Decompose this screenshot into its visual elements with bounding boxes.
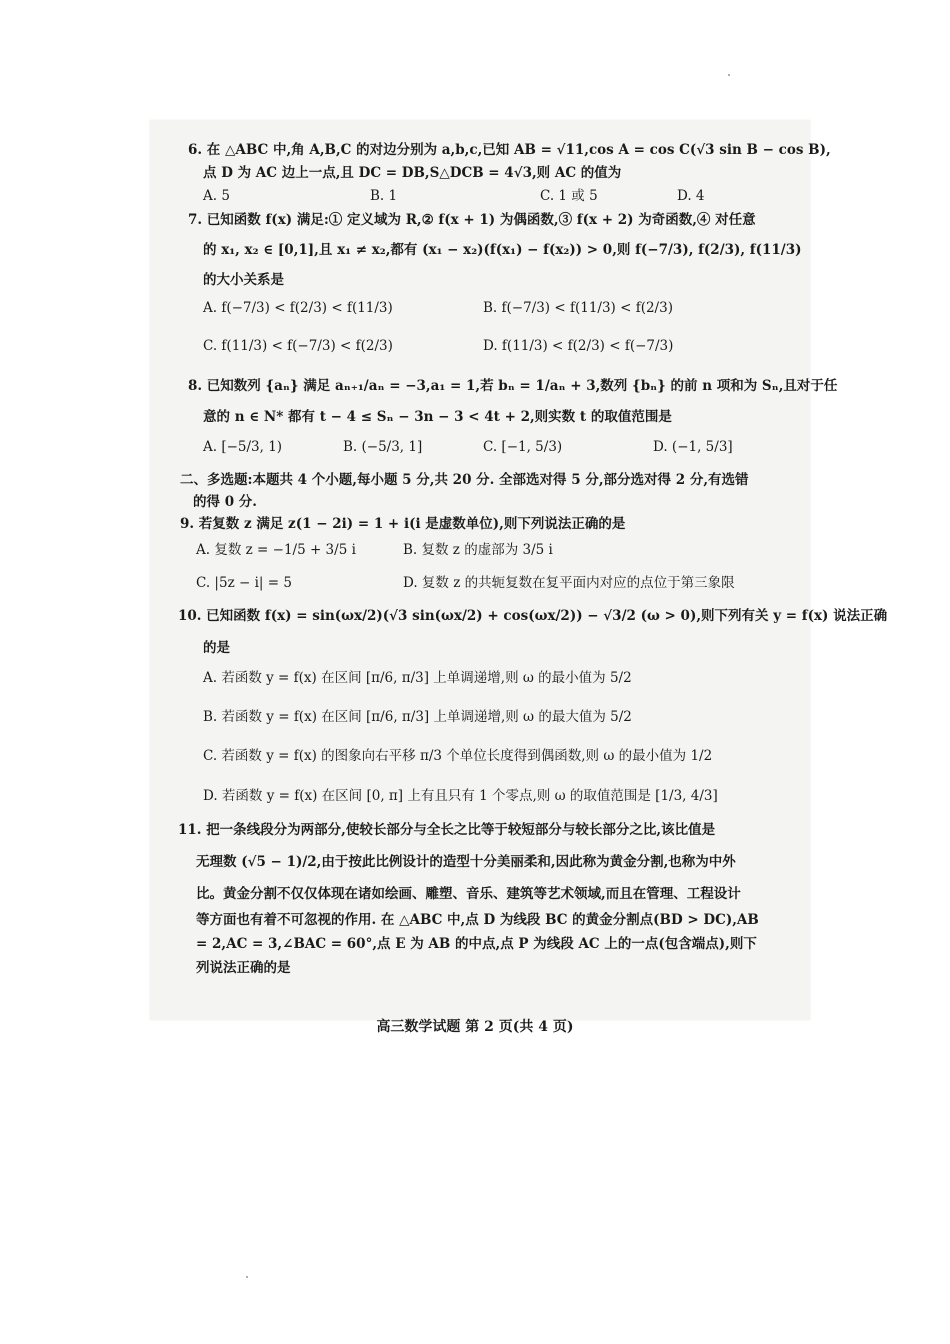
q9-option-d: D. 复数 z 的共轭复数在复平面内对应的点位于第三象限 bbox=[403, 575, 735, 591]
q7-stem-line1: 7. 已知函数 f(x) 满足:① 定义域为 R,② f(x + 1) 为偶函数,③ f(x + 2) 为奇函数,④ 对任意 bbox=[188, 212, 756, 228]
q11-line5: = 2,AC = 3,∠BAC = 60°,点 E 为 AB 的中点,点 P 为线段 AC 上的一点(包含端点),则下 bbox=[196, 936, 757, 952]
q11-line2: 无理数 (√5 − 1)/2,由于按此比例设计的造型十分美丽柔和,因此称为黄金分割,也称为中外 bbox=[196, 854, 736, 870]
q11-line3: 比。黄金分割不仅仅体现在诸如绘画、雕塑、音乐、建筑等艺术领域,而且在管理、工程设计 bbox=[196, 886, 741, 902]
section-2-line1: 二、多选题:本题共 4 个小题,每小题 5 分,共 20 分. 全部选对得 5 分,部分选对得 2 分,有选错 bbox=[180, 472, 749, 488]
q7-option-b: B. f(−7/3) < f(11/3) < f(2/3) bbox=[483, 300, 673, 316]
q8-stem-line1: 8. 已知数列 {aₙ} 满足 aₙ₊₁/aₙ = −3,a₁ = 1,若 bₙ = 1/aₙ + 3,数列 {bₙ} 的前 n 项和为 Sₙ,且对于任 bbox=[188, 378, 838, 394]
q9-option-a: A. 复数 z = −1/5 + 3/5 i bbox=[196, 542, 356, 558]
scan-speck bbox=[728, 74, 730, 76]
q9-option-c: C. |5z − i| = 5 bbox=[196, 575, 292, 591]
page-footer: 高三数学试题 第 2 页(共 4 页) bbox=[376, 1019, 574, 1035]
q8-option-c: C. [−1, 5/3) bbox=[483, 439, 563, 455]
q11-line6: 列说法正确的是 bbox=[196, 960, 291, 976]
scan-speck bbox=[246, 1276, 248, 1278]
q7-stem-line3: 的大小关系是 bbox=[203, 272, 284, 288]
q10-option-c: C. 若函数 y = f(x) 的图象向右平移 π/3 个单位长度得到偶函数,则 ω 的最小值为 1/2 bbox=[203, 748, 713, 764]
q7-option-a: A. f(−7/3) < f(2/3) < f(11/3) bbox=[203, 300, 393, 316]
q11-line1: 11. 把一条线段分为两部分,使较长部分与全长之比等于较短部分与较长部分之比,该比值是 bbox=[178, 822, 716, 838]
q10-stem-line1: 10. 已知函数 f(x) = sin(ωx/2)(√3 sin(ωx/2) + cos(ωx/2)) − √3/2 (ω > 0),则下列有关 y = f(x) 说法正确 bbox=[178, 608, 888, 624]
q11-line4: 等方面也有着不可忽视的作用. 在 △ABC 中,点 D 为线段 BC 的黄金分割点(BD > DC),AB bbox=[196, 912, 759, 928]
q10-stem-line2: 的是 bbox=[203, 640, 230, 656]
q8-stem-line2: 意的 n ∈ N* 都有 t − 4 ≤ Sₙ − 3n − 3 < 4t + 2,则实数 t 的取值范围是 bbox=[203, 409, 672, 425]
q8-option-d: D. (−1, 5/3] bbox=[653, 439, 733, 455]
q8-option-a: A. [−5/3, 1) bbox=[203, 439, 283, 455]
q6-stem-line2: 点 D 为 AC 边上一点,且 DC = DB,S△DCB = 4√3,则 AC 的值为 bbox=[203, 165, 622, 181]
q6-option-b: B. 1 bbox=[370, 188, 398, 204]
q6-option-c: C. 1 或 5 bbox=[540, 188, 598, 204]
q9-stem: 9. 若复数 z 满足 z(1 − 2i) = 1 + i(i 是虚数单位),则下列说法正确的是 bbox=[180, 516, 626, 532]
q8-option-b: B. (−5/3, 1] bbox=[343, 439, 423, 455]
q7-option-d: D. f(11/3) < f(2/3) < f(−7/3) bbox=[483, 338, 674, 354]
q7-option-c: C. f(11/3) < f(−7/3) < f(2/3) bbox=[203, 338, 393, 354]
q9-option-b: B. 复数 z 的虚部为 3/5 i bbox=[403, 542, 553, 558]
section-2-line2: 的得 0 分. bbox=[193, 494, 257, 510]
q10-option-a: A. 若函数 y = f(x) 在区间 [π/6, π/3] 上单调递增,则 ω 的最小值为 5/2 bbox=[203, 670, 632, 686]
q6-option-d: D. 4 bbox=[677, 188, 705, 204]
q10-option-b: B. 若函数 y = f(x) 在区间 [π/6, π/3] 上单调递增,则 ω 的最大值为 5/2 bbox=[203, 709, 632, 725]
q6-option-a: A. 5 bbox=[203, 188, 230, 204]
q7-stem-line2: 的 x₁, x₂ ∈ [0,1],且 x₁ ≠ x₂,都有 (x₁ − x₂)(f(x₁) − f(x₂)) > 0,则 f(−7/3), f(2/3), f(11/3) bbox=[203, 242, 802, 258]
q6-stem-line1: 6. 在 △ABC 中,角 A,B,C 的对边分别为 a,b,c,已知 AB = √11,cos A = cos C(√3 sin B − cos B), bbox=[188, 142, 831, 158]
q10-option-d: D. 若函数 y = f(x) 在区间 [0, π] 上有且只有 1 个零点,则 ω 的取值范围是 [1/3, 4/3] bbox=[203, 788, 718, 804]
